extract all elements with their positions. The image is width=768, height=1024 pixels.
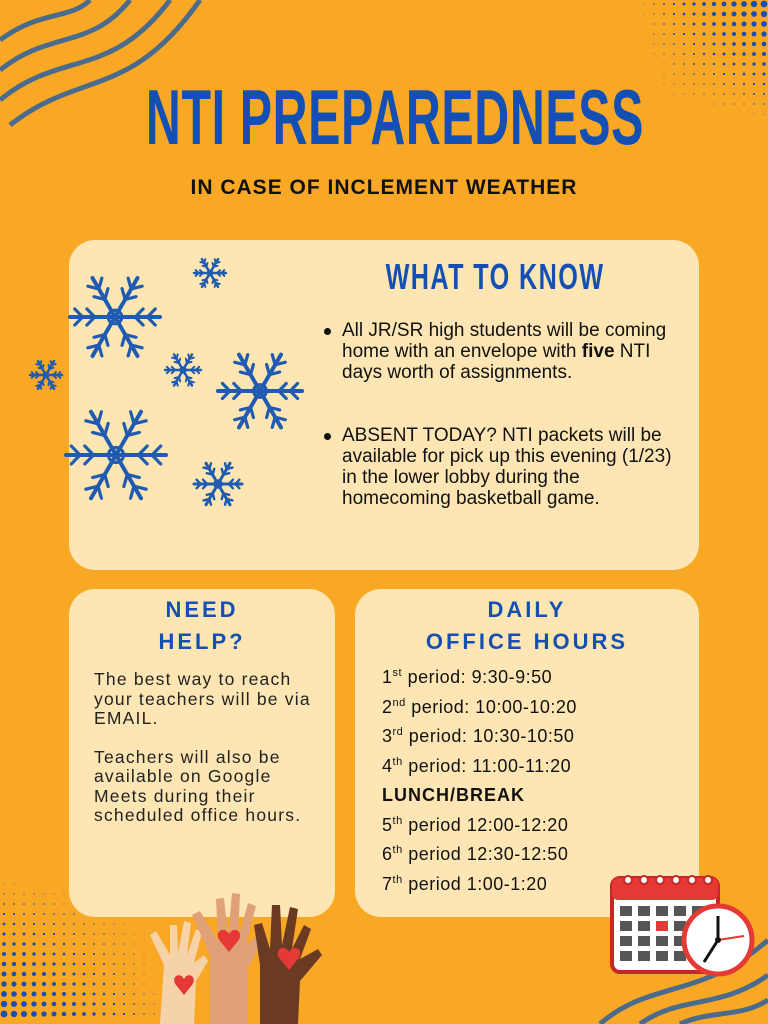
office-hours-list	[382, 663, 682, 899]
office-hours-title-line2: OFFICE HOURS	[425, 629, 629, 654]
dots-decoration-top-right	[630, 0, 768, 120]
calendar-clock-icon	[610, 870, 756, 980]
need-help-paragraph: Teachers will also be available on Google Meets during their scheduled office hours.	[94, 746, 302, 825]
need-help-paragraph: The best way to reach your teachers will be via EMAIL.	[94, 669, 311, 728]
list-item: 5th period 12:00-12:20	[382, 814, 569, 835]
need-help-title-line2: HELP?	[158, 629, 246, 654]
lunch-break-label: LUNCH/BREAK	[382, 785, 525, 805]
list-item: ABSENT TODAY? NTI packets will be available for pick up this evening (1/23) in the lower lobby during the homecoming basketball game.	[320, 425, 690, 509]
list-item: 3rd period: 10:30-10:50	[382, 726, 575, 746]
bullet1-bold: five	[581, 341, 615, 362]
bullet1-text-before: All JR/SR high students will be coming home with an envelope with	[342, 320, 667, 362]
page-title: NTI PREPAREDNESS	[145, 73, 645, 161]
list-item: 4th period: 11:00-11:20	[382, 755, 572, 776]
office-hours-title	[355, 594, 699, 658]
list-item	[320, 320, 690, 383]
what-to-know-list	[320, 320, 690, 509]
office-hours-title-line1: DAILY	[487, 597, 567, 622]
need-help-text	[94, 670, 314, 845]
list-item: 6th period 12:30-12:50	[382, 844, 569, 864]
list-item: 2nd period: 10:00-10:20	[382, 696, 577, 717]
bullet1-text-after: NTI days worth of assignments.	[342, 341, 651, 383]
list-item: 7th period 1:00-1:20	[382, 873, 548, 894]
raised-hands-icon	[140, 885, 340, 1024]
list-item: 1st period: 9:30-9:50	[382, 667, 553, 687]
page-subtitle: IN CASE OF INCLEMENT WEATHER	[190, 176, 578, 199]
what-to-know-title: WHAT TO KNOW	[385, 256, 605, 297]
need-help-title-line1: NEED	[165, 597, 239, 622]
snowflakes-group	[20, 250, 320, 520]
need-help-title	[69, 594, 335, 658]
